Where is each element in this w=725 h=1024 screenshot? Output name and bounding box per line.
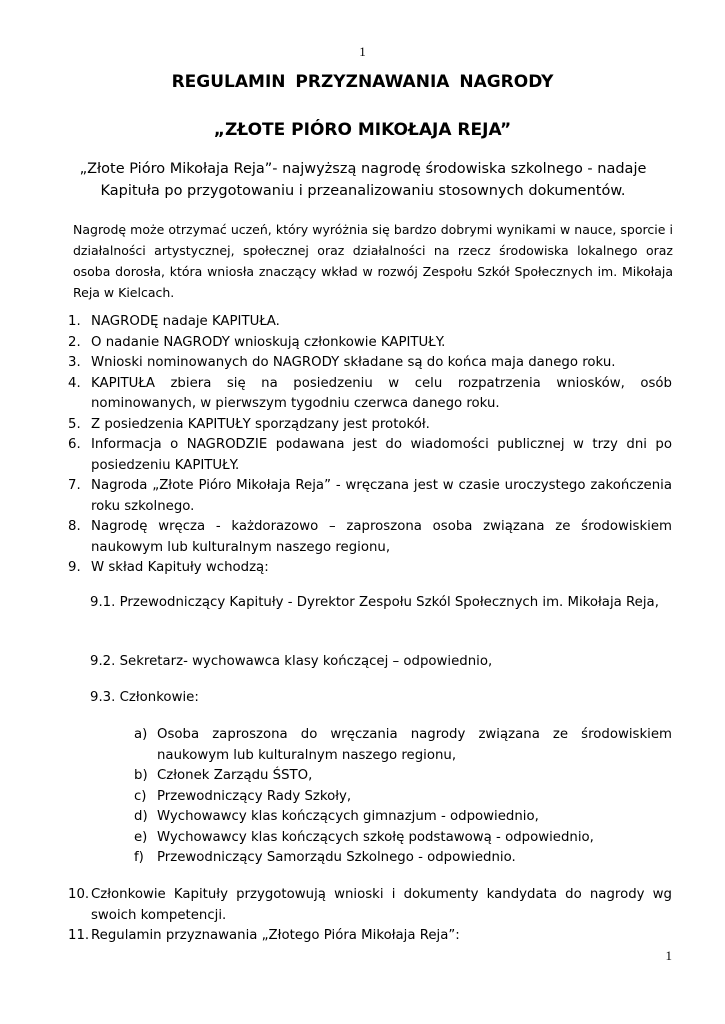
- list-item: f) Przewodniczący Samorządu Szkolnego - odpowiednio.: [134, 850, 516, 865]
- list-item: a) Osoba zaproszona do wręczania nagrody związana ze środowiskiem naukowym lub kulturalnym naszego regionu,: [134, 727, 672, 763]
- list-item: 2. O nadanie NAGRODY wnioskują członkowie KAPITUŁY.: [68, 334, 446, 350]
- list-item: 8. Nagrodę wręcza - każdorazowo – zaproszona osoba związana ze środowiskiem naukowym lub kulturalnym naszego regionu,: [68, 519, 672, 555]
- list-item: 1. NAGRODĘ nadaje KAPITUŁA.: [68, 314, 280, 329]
- list-item: 4. KAPITUŁA zbiera się na posiedzeniu w celu rozpatrzenia wniosków, osób nominowanych, w pierwszym tygodniu czerwca danego roku.: [68, 375, 672, 411]
- subitem-9-1: 9.1. Przewodniczący Kapituły - Dyrektor Zespołu Szkól Społecznych im. Mikołaja Reja,: [90, 595, 659, 610]
- page-number-top: 1: [359, 44, 366, 59]
- list-item: 10. Członkowie Kapituły przygotowują wnioski i dokumenty kandydata do nagrody wg swoich kompetencji.: [68, 887, 672, 923]
- list-item: e) Wychowawcy klas kończących szkołę podstawową - odpowiednio,: [134, 829, 594, 845]
- page-number-bottom: 1: [665, 948, 672, 963]
- intro-text: „Złote Pióro Mikołaja Reja”- najwyższą nagrodę środowiska szkolnego - nadaje Kapituła po przygotowaniu i przeanalizowaniu stosownych dokumentów.: [79, 161, 647, 199]
- list-item: 5. Z posiedzenia KAPITUŁY sporządzany jest protokół.: [68, 416, 430, 432]
- list-item: 9. W skład Kapituły wchodzą:: [68, 560, 269, 575]
- list-item: 11. Regulamin przyznawania „Złotego Pióra Mikołaja Reja”:: [68, 928, 460, 943]
- list-item: c) Przewodniczący Rady Szkoły,: [134, 788, 352, 804]
- list-item: b) Członek Zarządu ŚSTO,: [134, 768, 313, 783]
- list-item: 7. Nagroda „Złote Pióro Mikołaja Reja” - wręczana jest w czasie uroczystego zakończenia roku szkolnego.: [68, 478, 672, 514]
- list-item: 3. Wnioski nominowanych do NAGRODY składane są do końca maja danego roku.: [68, 355, 616, 370]
- list-item: d) Wychowawcy klas kończących gimnazjum - odpowiednio,: [134, 809, 539, 824]
- subitem-9-2: 9.2. Sekretarz- wychowawca klasy kończącej – odpowiednio,: [90, 654, 493, 669]
- list-item: 6. Informacja o NAGRODZIE podawana jest do wiadomości publicznej w trzy dni po posiedzeniu KAPITUŁY.: [68, 437, 672, 473]
- rules-list: [68, 312, 672, 579]
- eligibility-paragraph: Nagrodę może otrzymać uczeń, który wyróżnia się bardzo dobrymi wynikami w nauce, sporcie i działalności artystycznej, społecznej oraz działalności na rzecz środowiska lokalnego oraz osoba dorosła, która wniosła znaczący wkład w rozwój Zespołu Szkół Społecznych im. Mikołaja Reja w Kielcach.: [73, 222, 673, 300]
- subitem-9-3: 9.3. Członkowie:: [90, 690, 199, 705]
- document-subtitle: „ZŁOTE PIÓRO MIKOŁAJA REJA”: [213, 120, 512, 140]
- members-list: [134, 725, 672, 869]
- document-title: REGULAMIN PRZYZNAWANIA NAGRODY: [171, 72, 554, 92]
- rules-list-continued: [68, 885, 672, 947]
